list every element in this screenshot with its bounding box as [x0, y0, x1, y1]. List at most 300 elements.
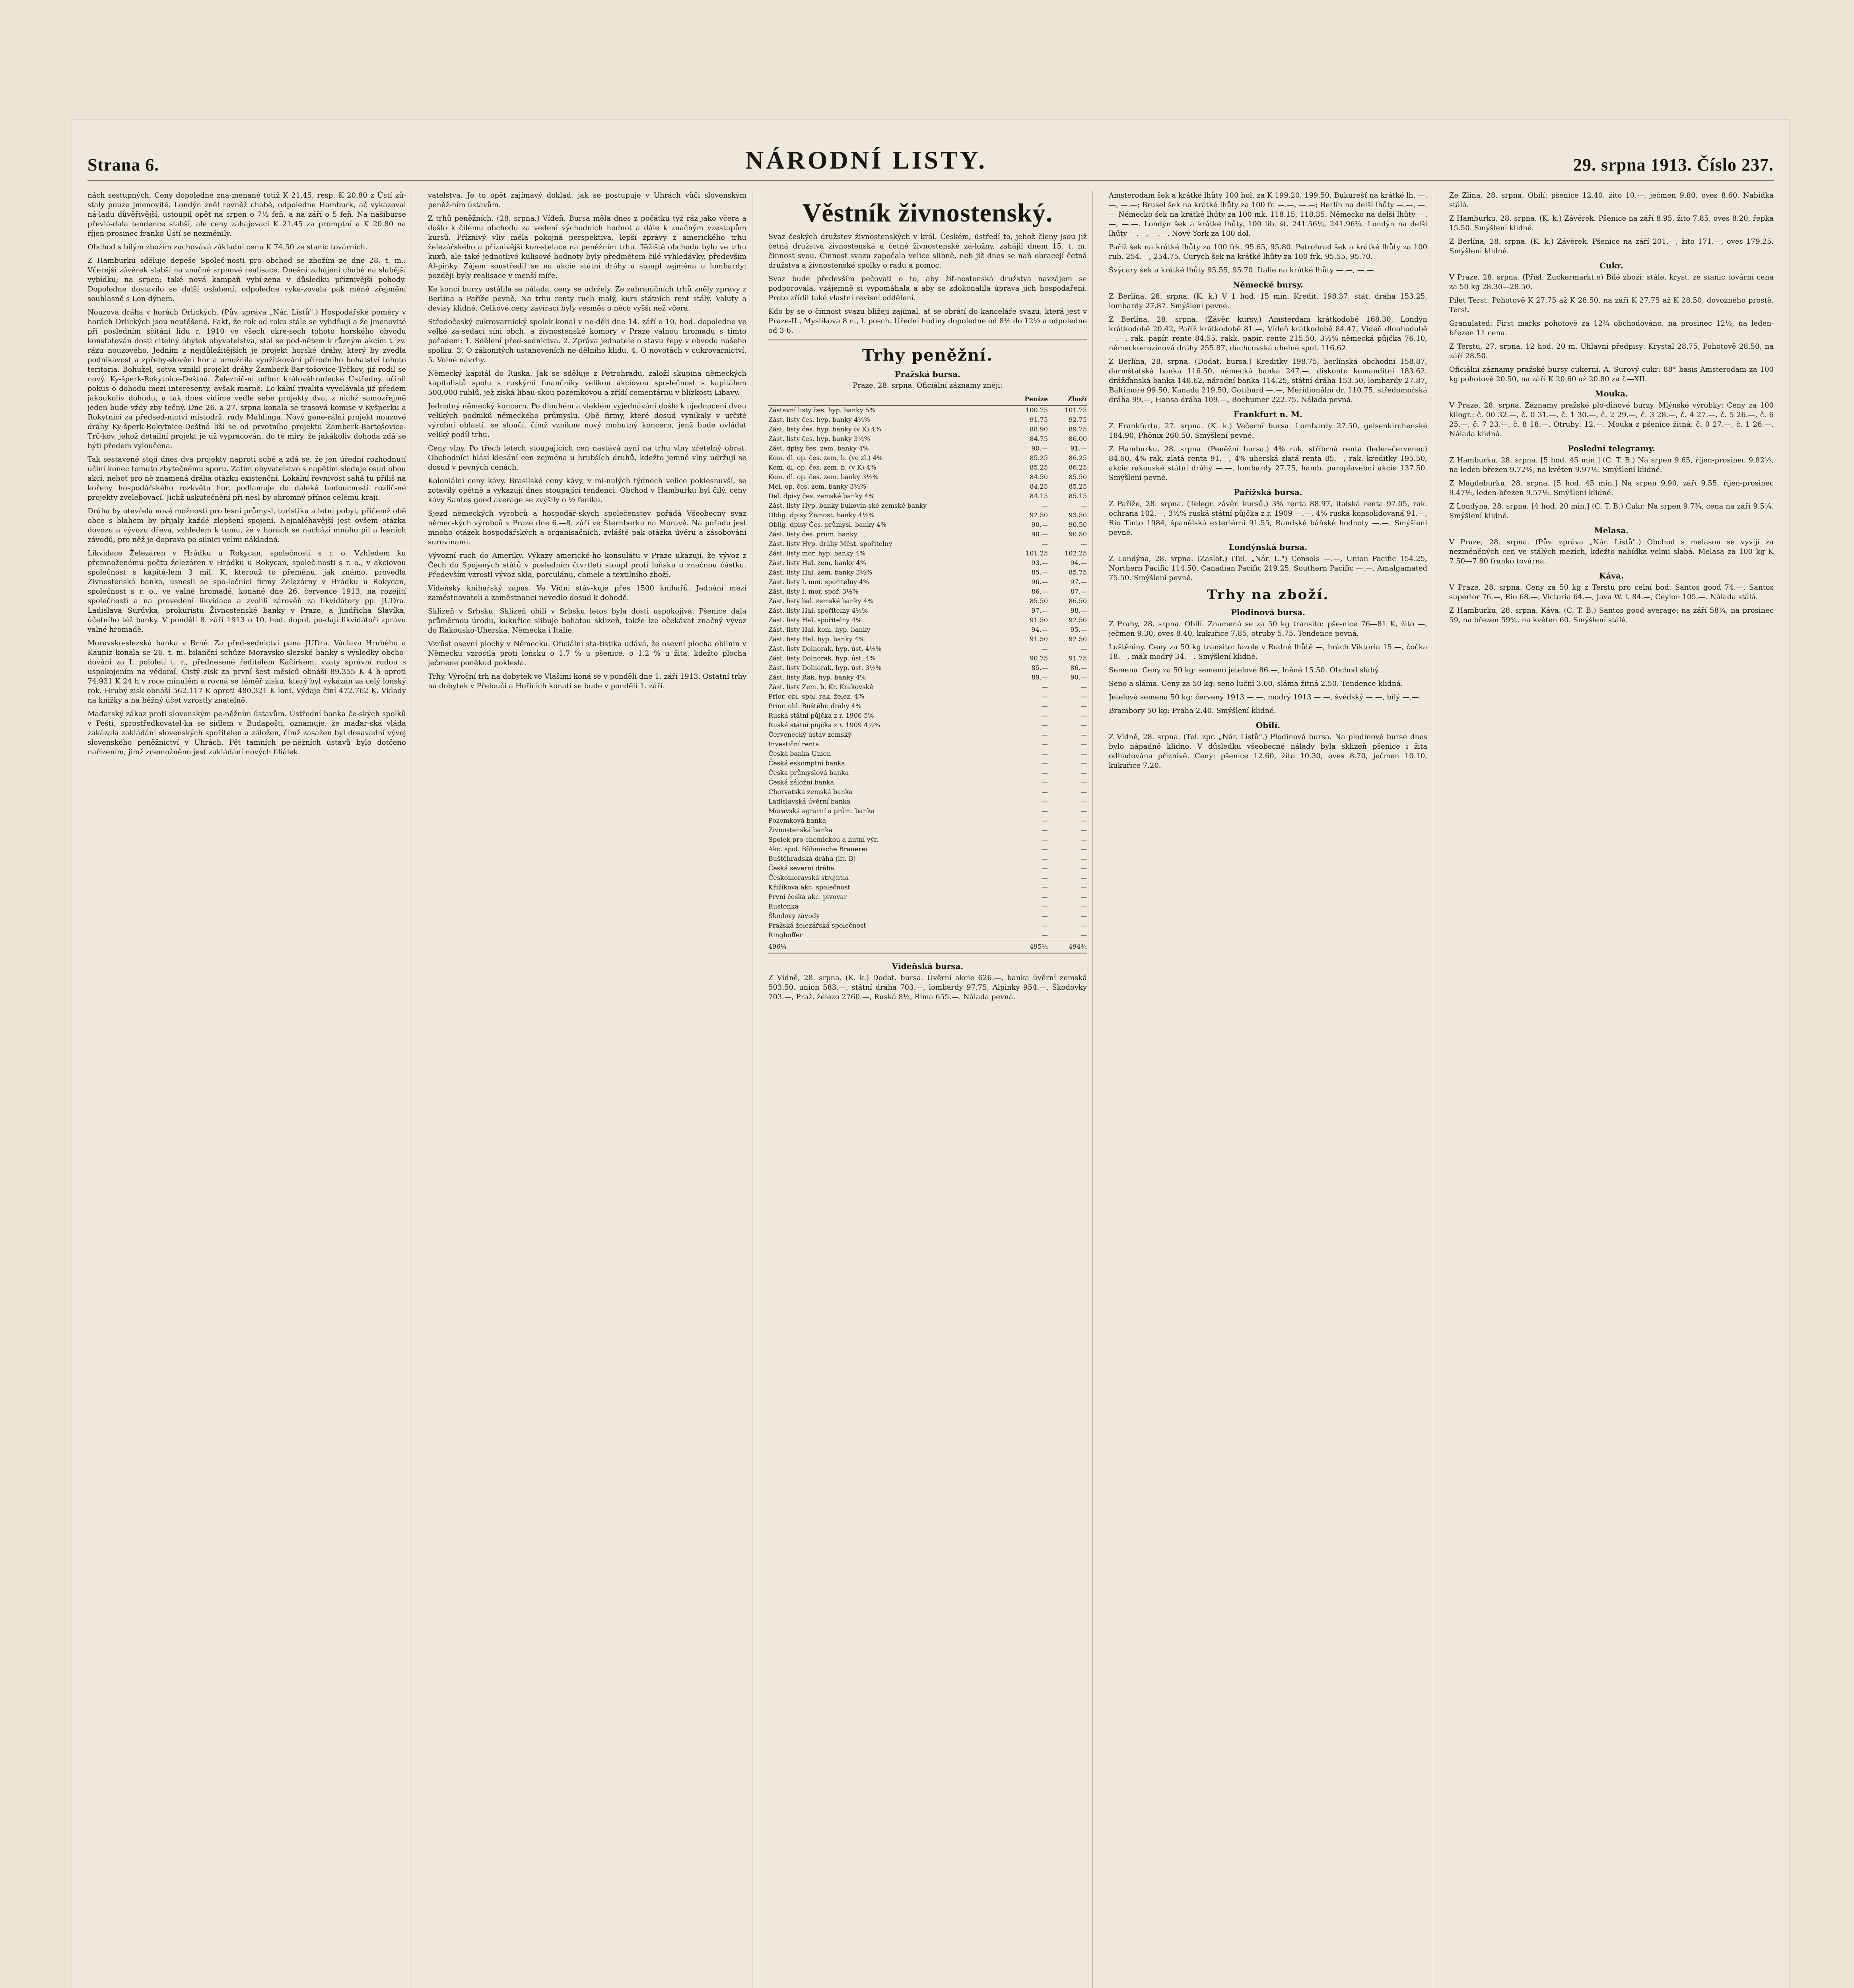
table-subtitle: Pražská bursa.	[894, 369, 961, 379]
money-price: —	[1042, 798, 1048, 805]
money-price: —	[1042, 826, 1048, 834]
goods-markets-title: Trhy na zboží.	[1207, 587, 1329, 603]
money-price: —	[1042, 712, 1048, 719]
table-body	[768, 406, 1087, 940]
table-row	[768, 749, 1087, 759]
security-name: Del. dpisy čes. zemské banky 4%	[768, 492, 875, 500]
paragraph: Středočeský cukrovarnický spolek konal v ne-děli dne 14. září o 10. hod. dopoledne ve velké za-sedací síni obch. a živnostenské komory v Praze valnou hromadu s tímto pořadem: 1. Sdělení před-sednictva. 2. Zpráva jednatele o stavu řepy v obvodu našeho spolku. 3. O zákonitých ustanoveních ne-dělního klidu. 4. O novotách v cukrovarnictví. 5. Volné návrhy.	[428, 318, 746, 364]
table-row	[768, 806, 1087, 816]
table-row	[768, 434, 1087, 444]
goods-price: 87.—	[1070, 588, 1087, 595]
paragraph: Z Magdeburku, 28. srpna. [5 hod. 45 min.] Na srpen 9.90, září 9.55, říjen-prosinec 9.47½, leden-březen 9.57½. Smýšlení klidné.	[1449, 479, 1774, 497]
money-price: 90.75	[1030, 654, 1048, 662]
paragraph: Ceny vlny. Po třech letech stoupajících cen nastává nyní na trhu vlny zřetelný obrat. Obchodníci hlásí klesání cen zejména u hrubších druhů, kdežto jemné vlny udržují se dosud v pevných cenách.	[428, 444, 746, 472]
goods-price: 86.25	[1069, 464, 1087, 471]
table-row	[768, 472, 1087, 482]
table-row	[768, 911, 1087, 921]
security-name: Kom. dl. op. čes. zem. b. (v K) 4%	[768, 464, 876, 471]
table-row	[768, 539, 1087, 549]
money-price: —	[1042, 931, 1048, 939]
security-name: Zást. listy Rak. hyp. banky 4%	[768, 674, 866, 681]
security-name: Zást. listy Hal. spořitelny 4%	[768, 616, 862, 624]
security-name: Prior. obl. Buštěhr. dráhy 4%	[768, 702, 862, 710]
goods-price: —	[1081, 693, 1087, 700]
security-name: Spolek pro chemickou a hutní výr.	[768, 836, 878, 843]
security-name: Pražská železářská společnost	[768, 922, 866, 929]
table-row	[768, 883, 1087, 892]
table-row	[768, 778, 1087, 787]
issue-date: 29. srpna 1913. Číslo 237.	[1573, 155, 1774, 175]
goods-price: 92.50	[1069, 635, 1087, 643]
security-name: Zást. listy čes. prům. banky	[768, 530, 857, 538]
goods-price: 85.15	[1069, 492, 1087, 500]
goods-price: 92.50	[1069, 616, 1087, 624]
money-price: 88.90	[1030, 425, 1048, 433]
goods-price: 93.50	[1069, 511, 1087, 519]
paragraph: Z Hamburku sděluje depeše Společ-nosti pro obchod se zbožím ze dne 28. t. m.: Včerejší závěrek slabší na značné srpnové realisace. Dnešní zahájení chabé na slabější vybídku; na srpen; také nová kampaň vybí-zena v důsledku příznivější pohody. Dopoledne dostavilo se další oslabení, odpoledne vyka-zovala pak méně zřejmění souhlasně s Lon-dýnem.	[87, 256, 406, 303]
table-row	[768, 720, 1087, 730]
security-name: Pozemková banka	[768, 817, 826, 824]
money-price: —	[1042, 903, 1048, 910]
goods-price: 91.—	[1070, 445, 1087, 452]
security-name: Oblig. dpisy Živnost. banky 4½%	[768, 511, 875, 519]
money-price: 86.—	[1031, 588, 1048, 595]
paragraph: Dráha by otevřela nové možnosti pro lesní průmysl, turistiku a letní pobyt, přičemž obě obce s blahem by přijaly každé zlepšení spojení. Nejnaléhavější jest ovšem otázka dovozu a vývozu dřeva, vzhledem k tomu, že v horách se nachází mnoho pil a lesních závodů, pro něž je doprava po silnici velmi nákladná.	[87, 507, 406, 544]
paragraph: Vývozní ruch do Ameriky. Výkazy americké-ho konsulátu v Praze ukazují, že vývoz z Čech do Spojených států v posledním čtvrtletí stoupl proti loňsku o značnou částku. Především vzrostl vývoz skla, porculánu, chmele a textilního zboží.	[428, 551, 746, 579]
security-name: Českomoravská strojírna	[768, 874, 849, 881]
table-row	[768, 482, 1087, 491]
paragraph: Švýcary šek a krátké lhůty 95.55, 95.70. Italie na krátké lhůty —.—, —.—.	[1109, 266, 1376, 274]
goods-price: —	[1081, 769, 1087, 777]
money-price: —	[1042, 874, 1048, 881]
table-title: Trhy peněžní.	[862, 346, 993, 365]
goods-price: —	[1081, 502, 1087, 509]
paragraph: Z Frankfurtu, 27. srpna. (K. k.) Večerní bursa. Lombardy 27.50, gelsenkirchenské 184.90, Phönix 260.50. Smýšlení pevné.	[1109, 422, 1427, 440]
security-name: Investiční renta	[768, 740, 819, 748]
goods-price: 97.—	[1070, 578, 1087, 586]
flour-title: Mouka.	[1595, 389, 1628, 398]
goods-price: —	[1081, 798, 1087, 805]
footer-mid: 495½	[1029, 943, 1048, 950]
table-row	[768, 902, 1087, 911]
security-name: Mel. op. čes. zem. banky 3½%	[768, 483, 867, 490]
goods-price: —	[1081, 845, 1087, 853]
goods-price: 86.—	[1070, 664, 1087, 672]
security-name: Zást. listy Hal. kom. hyp. banky	[768, 626, 871, 633]
table-row	[768, 511, 1087, 520]
goods-price: —	[1081, 883, 1087, 891]
money-price: —	[1042, 502, 1048, 509]
security-name: Akc. spol. Böhmische Brauerei	[768, 845, 867, 853]
table-row	[768, 549, 1087, 558]
goods-price: 86.50	[1069, 597, 1087, 605]
security-name: Zástavní listy čes. hyp. banky 5%	[768, 406, 876, 414]
paragraph: Paříž šek na krátké lhůty za 100 frk. 95.65, 95.80. Petrohrad šek a krátké lhůty za 100 rub. 254.—, 254.75. Curych šek na krátké lhůty za 100 frk. 95.55, 95.70.	[1109, 243, 1427, 261]
table-caption: Praze, 28. srpna. Oficiální záznamy zněji:	[853, 381, 1003, 390]
goods-price: —	[1081, 721, 1087, 729]
table-row	[768, 530, 1087, 539]
section-heading: Věstník živnostenský.	[802, 198, 1053, 227]
paragraph: Kdo by se o činnost svazu bližeji zajímal, ať se obrátí do kanceláře svazu, která jest v Praze-II., Myslíkova 8 n., I. posch. Úřední hodiny dopoledne od 8½ do 12½ a odpoledne od 3-6.	[768, 307, 1087, 335]
paragraph: Oficiální záznamy pražské bursy cukerní. A. Surový cukr: 88° basis Amsterodam za 100 kg pohotově 20.50, na září K 20.60 až 20.80 za ř.—XII.	[1449, 365, 1774, 383]
security-name: Zást. listy Hal. spořitelny 4½%	[768, 607, 868, 614]
telegrams-title: Poslední telegramy.	[1568, 444, 1655, 453]
table-row	[768, 692, 1087, 701]
table-row	[768, 730, 1087, 740]
table-row	[768, 711, 1087, 720]
paragraph: Nouzová dráha v horách Orlických. (Pův. zpráva „Nár. Listů".) Hospodářské poměry v horách Orlických jsou neutěšené. Fakt, že rok od roku stále se vylidňují a že jmenovité při posledním sčítání lidu r. 1910 ve všech okre-sech tohoto horského obvodu konstatován dosti citelný úbytek obyvatelstva, stal se pod-nětem k různým akcím t. zv. rázu nouzového. Jedním z nejdůležitějších je projekt horské dráhy, který by zvedla podnikavost a zpřeby-slovění hor a umožnila využitkování přírodního bohatství tohoto teritoria. Bohužel, sotva vznikl projekt dráhy Žamberk-Bar-tošovice-Trčkov, již rodil se nový. Ky-šperk-Rokytnice-Deštná. Železnič-ní odbor královéhradecké Ústředny učinil pokus o dohodu mezi interesenty, avšak marně. Lo-kální rivalita vyvolávala již předem jakoukoliv dohodu, a tak dnes vidíme vedle sebe projekty dva, z nichž samozřejmě jeden bude vždy zby-tečný. Dne 26. a 27. srpna konala se trasová komise v Kyšperku a Rokytnici za předsed-nictví místodrž. rady Mahlinga. Nový gene-rální projekt nouzové dráhy Ky-šperk-Rokytnice-Deštná liší se od prvotního projektu Žamberk-Bartošovice-Trč-kov, jehož detailní projekt je už vypracován, do té míry, že jakákoliv dohoda zdá se býti předem vyloučena.	[87, 308, 406, 450]
money-price: 91.50	[1030, 616, 1048, 624]
paragraph: Z Berlína, 28. srpna. (K. k.) V 1 hod. 15 min. Kredit. 198.37, stát. dráha 153.25, lombardy 27.87. Smýšlení pevné.	[1109, 292, 1427, 310]
money-price: —	[1042, 779, 1048, 786]
goods-price: —	[1081, 855, 1087, 862]
paragraph: Likvidace Železáren v Hrádku u Rokycan, společnosti s r. o. Vzhledem ku přemnoženému počtu železáren v Hrádku u Rokycan, společ-nosti s r. o., v akciovou společnost s kapitá-lem 3 mil. K, kterouž to přeměnu, jak známo, provedla Živnostenská banka, usnesli se spo-lečníci firmy Železárny v Hrádku u Rokycan, společnost s r. o., ve valné hromadě, konané dne 26. července 1913, na rozejití společnosti a na provedení likvidace a zvolili zárověň za likvidátory pp. JUDra. Ladislava Surůvka, prokuristu Živnostenské banky v Praze, a Jindřicha Slavíka, účetního též banky. V pondělí 8. září 1913 o 10. hod. dopol. po-dají likvidátoři zprávu valné hromadě.	[87, 549, 406, 634]
sugar-title: Cukr.	[1599, 261, 1623, 270]
london-bourse-title: Londýnská bursa.	[1228, 542, 1308, 552]
money-price: 85.25	[1030, 464, 1048, 471]
money-price: —	[1042, 817, 1048, 824]
goods-price: 85.25	[1069, 483, 1087, 490]
table-row	[768, 654, 1087, 663]
security-name: Živnostenská banka	[768, 826, 833, 834]
table-row	[768, 625, 1087, 635]
paragraph: Z trhů peněžních. (28. srpna.) Vídeň. Bursa měla dnes z počátku týž ráz jako včera a došlo k čilému obchodu za vedení východních hodnot a dále k značným vzestupům kursů. Příznivý vliv měla pokojná perspektiva, lepší zprávy z amerického trhu železářského a příznivější kon-stelace na peněžním trhu. Těžiště obchodu bylo ve trhu kuxů, ale také jednotlivé kulisové hodnoty byly předmětem čilé vyhledávky, především Al-pinky. Zájem soustředil se na akcie státní dráhy a stoupl zejména u lombardy; později byly realisace v menší míře.	[428, 214, 746, 280]
paragraph: Z Vídně, 28. srpna. (K. k.) Dodat. bursa. Úvěrní akcie 626.—, banka úvěrní zemská 503.50, union 583.—, státní dráha 703.—, lombardy 97.75, Alpinky 954.—, Škodovky 703.—, Praž. železo 2760.—, Ruská 8¼, Rima 655.—. Nálada pevná.	[768, 974, 1087, 1001]
coffee-title: Káva.	[1599, 571, 1624, 580]
table-row	[768, 606, 1087, 615]
goods-price: —	[1081, 759, 1087, 767]
newspaper-page	[72, 119, 1790, 1988]
paragraph: Luštěniny. Ceny za 50 kg transito: fazole v Rudné lhůtě —, hrách Viktoria 15.—, čočka 18.—, mák modrý 34.—. Smýšlení klidné.	[1109, 643, 1427, 661]
paragraph: Svaz českých družstev živnostenských v král. Českém, ústředí to, jehož členy jsou již četná družstva živnostenská a četné živnostenské zá-ložny, zahájil dnem 15. t. m. činnost svou. Činnost svazu započala velice slibně, neb již dnes se naň obracejí četná družstva a živnostenské spolky o radu a pomoc.	[768, 233, 1087, 270]
goods-price: —	[1081, 740, 1087, 748]
money-price: —	[1042, 683, 1048, 691]
table-row	[768, 892, 1087, 902]
money-price: 85.50	[1030, 597, 1048, 605]
table-row	[768, 444, 1087, 453]
goods-price: —	[1081, 912, 1087, 920]
table-row	[768, 930, 1087, 940]
money-price: —	[1042, 693, 1048, 700]
goods-price: —	[1081, 702, 1087, 710]
table-row	[768, 663, 1087, 673]
money-price: —	[1042, 912, 1048, 920]
paragraph: Z Berlína, 28. srpna. (Závěr. kursy.) Amsterdam krátkodobě 168.30, Londýn krátkodobě 20.42, Paříž krátkodobě 81.—, Vídeň krátkodobě 84.47, Vídeň dlouhodobě —.—, rak. papír. rente 84.55, rakk. papír. rente 215.50, 3½% německá půjčka 76.10, německo-rozinová dráhy 255.87, duchcovská uhelné spol. 116.62.	[1109, 315, 1427, 352]
table-row	[768, 825, 1087, 835]
security-name: Zást. listy mor. hyp. banky 4%	[768, 549, 866, 557]
table-row	[768, 635, 1087, 644]
paragraph: Z Hamburku, 28. srpna. [5 hod. 45 min.] (C. T. B.) Na srpen 9.65, říjen-prosinec 9.82½, na leden-březen 9.72½, na květen 9.97½. Smýšlení klidné.	[1449, 456, 1774, 474]
table-row	[768, 587, 1087, 596]
money-price: 101.25	[1026, 549, 1048, 557]
money-price: —	[1042, 845, 1048, 853]
paragraph: Koloniální ceny kávy. Brasilské ceny kávy, v mi-nulých týdnech velice poklesnuvší, se zotavily opětně a vykazují dnes stoupající tendenci. Obchod v Hamburku byl čilý, ceny kávy Santos good average se zvýšily o ½ feniku.	[428, 477, 746, 504]
money-price: 85.25	[1030, 454, 1048, 462]
table-row	[768, 873, 1087, 883]
goods-price: 95.—	[1070, 626, 1087, 633]
money-price: —	[1042, 740, 1048, 748]
money-price: 84.50	[1030, 473, 1048, 481]
goods-price: —	[1081, 864, 1087, 872]
goods-price: —	[1081, 903, 1087, 910]
column-4	[1109, 191, 1433, 1988]
table-row	[768, 768, 1087, 778]
money-price: 90.—	[1031, 445, 1048, 452]
grain-title: Obilí.	[1255, 720, 1281, 730]
masthead	[87, 143, 1774, 175]
goods-price: —	[1081, 712, 1087, 719]
goods-price: 90.50	[1069, 521, 1087, 528]
money-price: 96.—	[1031, 578, 1048, 586]
paragraph: Pilet Terst: Pohotově K 27.75 až K 28.50, na září K 27.75 až K 28.50, dovozného prostě, Terst.	[1449, 296, 1774, 314]
paragraph: V Praze, 28. srpna. Záznamy pražské plo-dinové burzy. Mlýnské výrobky: Ceny za 100 kilogr.: č. 00 32.—, č. 0 31.—, č. 1 30.—, č. 2 29.—, č. 3 28.—, č. 4 27.—, č. 5 26.—, č. 6 25.—, č. 7 23.—, č. 8 18.—. Otruby: 12.—. Mouka z pšenice žitná: č. 0 27.—, č. 1 26.—. Nálada klidná.	[1449, 401, 1774, 438]
goods-price: 86.25	[1069, 454, 1087, 462]
table-row	[768, 577, 1087, 587]
money-price: 91.50	[1030, 635, 1048, 643]
newspaper-title: NÁRODNÍ LISTY.	[745, 146, 987, 174]
security-name: Česká průmyslová banka	[768, 769, 849, 777]
security-name: Chorvatská zemská banka	[768, 788, 853, 796]
paris-bourse-title: Pařížská bursa.	[1234, 487, 1302, 497]
security-name: Škodovy závody	[768, 912, 820, 920]
security-name: Česká záložní banka	[768, 779, 834, 786]
table-row	[768, 682, 1087, 692]
money-price: 94.—	[1031, 626, 1048, 633]
money-price: 92.50	[1030, 511, 1048, 519]
money-price: —	[1042, 731, 1048, 738]
header-zbozi: Zboží	[1067, 395, 1087, 403]
paragraph: vatelstva. Je to opět zajímavý doklad, jak se postupuje v Uhrách vůči slovenským peněž-ním ústavům.	[428, 191, 746, 209]
molasses-title: Melasa.	[1594, 526, 1629, 535]
security-name: Kom. dl. op. čes. zem. banky 3½%	[768, 473, 878, 481]
goods-price: 90.50	[1069, 530, 1087, 538]
security-name: Zást. listy Hal. zem. banky 4%	[768, 559, 866, 567]
security-name: Ruská státní půjčka z r. 1909 4½%	[768, 721, 880, 729]
goods-price: —	[1081, 807, 1087, 815]
money-price: —	[1042, 864, 1048, 872]
paragraph: V Praze, 28. srpna. (Přísl. Zuckermarkt.e) Bílé zboží: stále, kryst. ze stanic tovární cena za 50 kg 28.30—28.50.	[1449, 273, 1774, 291]
security-name: Křižíkova akc. společnost	[768, 883, 850, 891]
table-row	[768, 845, 1087, 854]
security-name: Zást. listy Hyp. banky bukovin-ské zemské banky	[768, 502, 927, 509]
goods-price: 86.00	[1069, 435, 1087, 443]
table-row	[768, 501, 1087, 511]
money-price: —	[1042, 750, 1048, 757]
goods-price: 101.75	[1065, 406, 1087, 414]
footer-left: 496¼	[768, 943, 787, 950]
paragraph: Vídeňský knihařský zápas. Ve Vídni stáv-kuje přes 1500 knihařů. Jednání mezi zaměstnavateli a zaměstnanci nevedlo dosud k dohodě.	[428, 584, 746, 602]
goods-price: 85.50	[1069, 473, 1087, 481]
paragraph: Ke konci burzy ustálila se nálada, ceny se udržely. Ze zahraničních trhů zněly zprávy z Berlína a Paříže pevně. Na trhu renty ruch malý, kurs státních rent stálý. Valuty a devisy klidné. Celkové ceny zavírací byly vesměs o něco vyšší než včera.	[428, 285, 746, 313]
security-name: Zást. listy čes. hyp. banky 4½%	[768, 416, 870, 423]
table-row	[768, 854, 1087, 864]
goods-price: 102.25	[1065, 549, 1087, 557]
table-row	[768, 740, 1087, 749]
money-price: 90.—	[1031, 521, 1048, 528]
table-row	[768, 453, 1087, 463]
money-price: 84.75	[1030, 435, 1048, 443]
paragraph: Jednotný německý koncern. Po dlouhém a vleklém vyjednávání došlo k ujednocení dvou velikých podniků německého průmyslu. Obě firmy, které dosud vynikaly v určité výrobní oblasti, se sloučí, čímž vznikne nový mohutný koncern, jenž bude ovládat veliký podíl trhu.	[428, 402, 746, 439]
goods-price: 89.75	[1069, 425, 1087, 433]
paragraph: Z Londýna, 28. srpna. (Zaslat.) (Tel. „Nár. L.") Consols —.—, Union Pacific 154.25, Northern Pacific 114.50, Canadian Pacific 219.25, Southern Pacific —.—, Amalgamated 75.50. Smýšlení pevné.	[1109, 555, 1427, 582]
paragraph: V Praze, 28. srpna. (Pův. zpráva „Nár. Listů".) Obchod s melasou se vyvíjí za nezměněných cen ve stálých mezích, kdežto nabídka velmi slabá. Melasa za 100 kg K 7.50—7.80 franko továrna.	[1449, 538, 1774, 565]
prague-bourse-table	[768, 340, 1087, 953]
money-price: —	[1042, 922, 1048, 929]
security-name: Zást. listy bal. zemské banky 4%	[768, 597, 874, 605]
security-name: Ringhoffer	[768, 931, 803, 939]
security-name: Česká severní dráha	[768, 864, 834, 872]
security-name: Zást. listy Dolnorak. hyp. úst. 4%	[768, 654, 876, 662]
paragraph: Trhy. Výroční trh na dobytek ve Vlašimi koná se v pondělí dne 1. září 1913. Ostatní trhy na dobytek v Přelouči a Hořicích konati se bude v pondělí 1. září.	[428, 672, 746, 690]
table-row	[768, 568, 1087, 577]
security-name: Zást. listy čes. hyp. banky (v K) 4%	[768, 425, 881, 433]
goods-price: —	[1081, 645, 1087, 652]
money-price: 85.—	[1031, 569, 1048, 576]
header-peníze: Peníze	[1024, 395, 1048, 403]
security-name: Rustonka	[768, 903, 799, 910]
money-price: 100.75	[1026, 406, 1048, 414]
goods-price: —	[1081, 874, 1087, 881]
paragraph: Maďarský zákaz proti slovenským pe-něžním ústavům. Ústřední banka če-ských spolků v Pešti, sprostředkovatel-ka se sídlem v Budapešti, oznamuje, že maďar-ská vláda zakázala zakládání slovenských spořitelen a záložen, čímž zasažen byl dosavadní vývoj slovenského peněžnictví v Uhrách. Pět tamních pe-něžních ústavů bylo dotčeno nařízením, jimž znemožněno jest zakládání nových filiálek.	[87, 710, 406, 756]
table-row	[768, 816, 1087, 825]
table-row	[768, 701, 1087, 711]
goods-price: —	[1081, 683, 1087, 691]
paragraph: Z Vídně, 28. srpna. (Tel. zpr. „Nár. Listů".) Plodinová bursa. Na plodinové burse dnes bylo nápadně klidno. V důsledku všeobecné nálady byla sklizeň pšenice i žita odhadována příznivě. Ceny: pšenice 12.60, žito 10.30, oves 8.70, ječmen 10.10, kukuřice 7.20.	[1109, 733, 1427, 770]
goods-price: 98.—	[1070, 607, 1087, 614]
table-row	[768, 673, 1087, 682]
goods-price: —	[1081, 817, 1087, 824]
money-price: —	[1042, 769, 1048, 777]
paragraph: Tak sestavené stojí dnes dva projekty naproti sobě a zdá se, že jen úřední rozhodnutí učiní konec tomuto zbytečnému sporu. Zatím obyvatelstvo s napětím sleduje osud obou akcí, neboť pro ně znamená dráha otázku existenční. Lokální řevnivost sahá tu příliš na kořeny hospodářského rozkvětu hor, podlamuje do daleké budoucnosti rozlič-né projekty zvelebovací. Jichž uskutečnění při-nesl by ohromný přínos celému kraji.	[87, 455, 406, 502]
money-price: —	[1042, 759, 1048, 767]
goods-price: 91.75	[1069, 654, 1087, 662]
goods-price: 90.—	[1070, 674, 1087, 681]
goods-price: 92.75	[1069, 416, 1087, 423]
security-name: Zást. listy Hyp. dráhy Měst. spořitelny	[768, 540, 892, 547]
table-row	[768, 406, 1087, 415]
goods-price: —	[1081, 836, 1087, 843]
table-row	[768, 425, 1087, 434]
column-2	[428, 191, 752, 1988]
paragraph: Obchod s bílým zbožím zachovává základní cenu K 74.50 ze stanic továrních.	[87, 243, 367, 251]
page-number: Strana 6.	[87, 155, 159, 175]
money-price: 84.25	[1030, 483, 1048, 490]
footer-right: 494¾	[1068, 943, 1087, 950]
table-row	[768, 463, 1087, 472]
security-name: Kom. dl. op. čes. zem. b. (ve zl.) 4%	[768, 454, 883, 462]
security-name: Zást. dpisy čes. zem. banky 4%	[768, 445, 869, 452]
money-price: 89.—	[1031, 674, 1048, 681]
paragraph: Z Prahy, 28. srpna. Obilí. Znamená se za 50 kg transito: pše-nice 76—81 K, žito —, ječmen 9.30, oves 8.40, kukuřice 7.85, otruby 5.75. Tendence pevná.	[1109, 620, 1427, 638]
paragraph: Brambory 50 kg: Praha 2.40. Smýšlení klidné.	[1109, 707, 1276, 715]
money-price: 91.75	[1030, 416, 1048, 423]
security-name: Prior. obl. spol. rak. želez. 4%	[768, 693, 865, 700]
money-price: —	[1042, 836, 1048, 843]
paragraph: Sklizeň v Srbsku. Sklizeň obilí v Srbsku letos byla dosti uspokojivá. Pšenice dala průměrnou úrodu, kukuřice slibuje bohatou sklizeň, takže lze očekávat značný vývoz do Rakousko-Uherska, Německa i Itálie.	[428, 607, 746, 635]
money-price: —	[1042, 883, 1048, 891]
table-row	[768, 644, 1087, 654]
paragraph: Ze Zlína, 28. srpna. Obilí: pšenice 12.40, žito 10.—, ječmen 9.80, oves 8.60. Nabídka stálá.	[1449, 191, 1774, 209]
table-row	[768, 596, 1087, 606]
security-name: Červenecký ústav zemský	[768, 731, 852, 738]
vienna-title: Vídeňská bursa.	[892, 961, 964, 971]
table-header	[768, 393, 1087, 406]
paragraph: Z Hamburku, 28. srpna. Káva. (C. T. B.) Santos good average: na září 58¼, na prosinec 59, na březen 59¾, na květen 60. Smýšlení stálé.	[1449, 606, 1774, 624]
paragraph: Z Hamburku, 28. srpna. (Peněžní bursa.) 4% rak. stříbrná renta (leden-červenec) 84.60, 4% rak. zlatá renta 91.—, 4% uherská zlatá renta 85.—, rak. kreditky 195.50, akcie rakouské státní dráhy —.—, lombardy 27.75, hamb. paroplavební akcie 137.50. Smýšlení pevné.	[1109, 445, 1427, 482]
money-price: —	[1042, 721, 1048, 729]
money-price: 93.—	[1031, 559, 1048, 567]
paragraph: Německý kapitál do Ruska. Jak se sděluje z Petrohradu, založí skupina německých kapitalistů spolu s ruskými finančníky velikou akciovou spo-lečnost s kapitálem 500.000 rublů, jež získá libau-skou pozemkovou a zřídí cementárnu v blízkosti Libavy.	[428, 369, 746, 397]
paragraph: Z Berlína, 28. srpna. (Dodat. bursa.) Kreditky 198.75, berlínská obchodní 158.87, darmštatská banka 116.50, německá banka 247.—, diskonto komanditní 183.62, drážďanská banka 148.62, národní banka 114.25, státní dráha 153.50, lombardy 27.87, Baltimore 99.50, Kanada 219.50, Gotthard —.—, Meridionální dr. 110.75, středomořská dráha 99.—, Hansa dráha 109.—, Bochumer 222.75. Nálada pevná.	[1109, 357, 1427, 404]
goods-price: —	[1081, 750, 1087, 757]
paragraph: Z Berlína, 28. srpna. (K. k.) Závěrek. Pšenice na září 201.—, žito 171.—, oves 179.25. Smýšlení klidné.	[1449, 237, 1774, 255]
security-name: Česká eskomptní banka	[768, 759, 845, 767]
table-row	[768, 415, 1087, 425]
security-name: Ruská státní půjčka z r. 1906 5%	[768, 712, 874, 719]
masthead-rule	[87, 179, 1774, 181]
table-row	[768, 921, 1087, 930]
frankfurt-title: Frankfurt n. M.	[1233, 410, 1303, 419]
goods-price: —	[1081, 922, 1087, 929]
goods-price: 85.75	[1069, 569, 1087, 576]
money-price: —	[1042, 540, 1048, 547]
paragraph: Z Londýna, 28. srpna. [4 hod. 20 min.] (C. T. B.) Cukr. Na srpen 9.7¾, cena na září 9.5¼. Smýšlení klidné.	[1449, 502, 1774, 520]
goods-price: —	[1081, 931, 1087, 939]
column-1	[87, 191, 412, 1988]
paragraph: Amsterodam šek a krátké lhůty 100 hol. za K 199.20, 199.50. Bukurešť na krátké lh. —.—, —.—; Brusel šek na krátké lhůty za 100 fr. —.—, —.—; Berlín na delší lhůty —.—, —.— Německo šek na krátké lhůty za 100 mk. 118.15, 118.35. Německo na delší lhůty —.—, —.—. Londýn šek a krátké lhůty, 100 lib. št. 241.56¼, 241.96¼. Londýn na delší lhůty —.—, —.—. Nový York za 100 dol.	[1109, 191, 1427, 238]
security-name: Oblig. dpisy Čes. průmysl. banky 4%	[768, 521, 887, 528]
table-row	[768, 615, 1087, 625]
goods-price: —	[1081, 540, 1087, 547]
security-name: Česká banka Union	[768, 750, 831, 757]
paragraph: Z Terstu, 27. srpna. 12 hod. 20 m. Uhlavní předpisy: Krystal 28.75, Pohotově 28.50, na září 28.50.	[1449, 342, 1774, 360]
security-name: Zást. listy Dolnorak. hyp. úst. 3½%	[768, 664, 882, 672]
money-price: —	[1042, 702, 1048, 710]
column-5	[1449, 191, 1774, 1988]
table-row	[768, 787, 1087, 797]
table-row	[768, 759, 1087, 768]
goods-price: —	[1081, 779, 1087, 786]
paragraph: Vzrůst osevní plochy v Německu. Oficiální sta-tistika udává, že osevní plocha obilnin v Německu vzrostla proti loňsku o 1.7 % u pšenice, o 1.2 % u žita, kdežto plocha ječmene poněkud poklesla.	[428, 640, 746, 667]
paragraph: nách sestupných. Ceny dopoledne zna-menané totiž K 21.45, resp. K 20.80 z Ústí zů-staly pouze jmenovité. Londýn zněl rovněž chabě, odpoledne Hamburk, ač vykazoval ná-ladu důvěřivější, ustoupil opět na srpen o 7½ feň. a na září o 5 feň. Na našíburse převlá-dala tendence slabší, ale ceny zahajovací K 21.45 za promptní a K 20.80 na říjen-prosinec franko Ústí se nezměnily.	[87, 191, 406, 238]
paragraph: Svaz bude především pečovati o to, aby žiť-nostenská družstva navzájem se podporovala, vzájemně si vypomáhala a aby se zdokonalila úprava jich hospodaření. Proto zřídil také vlastní revisní oddělení.	[768, 275, 1087, 302]
money-price: —	[1042, 807, 1048, 815]
goods-price: —	[1081, 893, 1087, 901]
table-row	[768, 520, 1087, 530]
goods-price: —	[1081, 731, 1087, 738]
table-row	[768, 491, 1087, 501]
paragraph: Seno a sláma. Ceny za 50 kg: seno luční 3.60, sláma žitná 2.50. Tendence klidná.	[1109, 679, 1403, 688]
money-price: —	[1042, 645, 1048, 652]
paragraph: Z Hamburku, 28. srpna. (K. k.) Závěrek. Pšenice na září 8.95, žito 7.85, oves 8.20, řepka 15.50. Smýšlení klidné.	[1449, 214, 1774, 232]
paragraph: Granulated: First marks pohotově za 12¾ obchodováno, na prosinec 12½, na leden-březen 11 cena.	[1449, 319, 1774, 337]
goods-price: —	[1081, 826, 1087, 834]
security-name: Zást. listy I. mor. spoř. 3½%	[768, 588, 859, 595]
table-row	[768, 558, 1087, 568]
paragraph: Z Paříže, 28. srpna. (Telegr. závěr. kursů.) 3% renta 88.97, italská renta 97.05, rak. ochrana 102.—, 3½% ruská státní půjčka z r. 1909 —.—, 4% ruská konsolidovaná 91.—, Rio Tinto 1984, španělská exteriérni 91.55, Randské báňské hodnoty —.—. Smýšlení pevné.	[1109, 500, 1427, 537]
money-price: 85.—	[1031, 664, 1048, 672]
paragraph: Jetelová semena 50 kg: červený 1913 —.—, modrý 1913 —.—, švédský —.—, bílý —.—.	[1109, 693, 1421, 701]
paragraph: Semena. Ceny za 50 kg: semeno jetelové 86.—, lněné 15.50. Obchod slabý.	[1109, 666, 1380, 674]
security-name: Buštěhradská dráha (lit. B)	[768, 855, 856, 862]
money-price: 84.15	[1030, 492, 1048, 500]
columns	[87, 191, 1774, 1988]
column-3	[768, 191, 1093, 1988]
goods-price: 94.—	[1070, 559, 1087, 567]
money-price: —	[1042, 788, 1048, 796]
security-name: První česká akc. pivovar	[768, 893, 847, 901]
security-name: Moravská agrární a prům. banka	[768, 807, 875, 815]
